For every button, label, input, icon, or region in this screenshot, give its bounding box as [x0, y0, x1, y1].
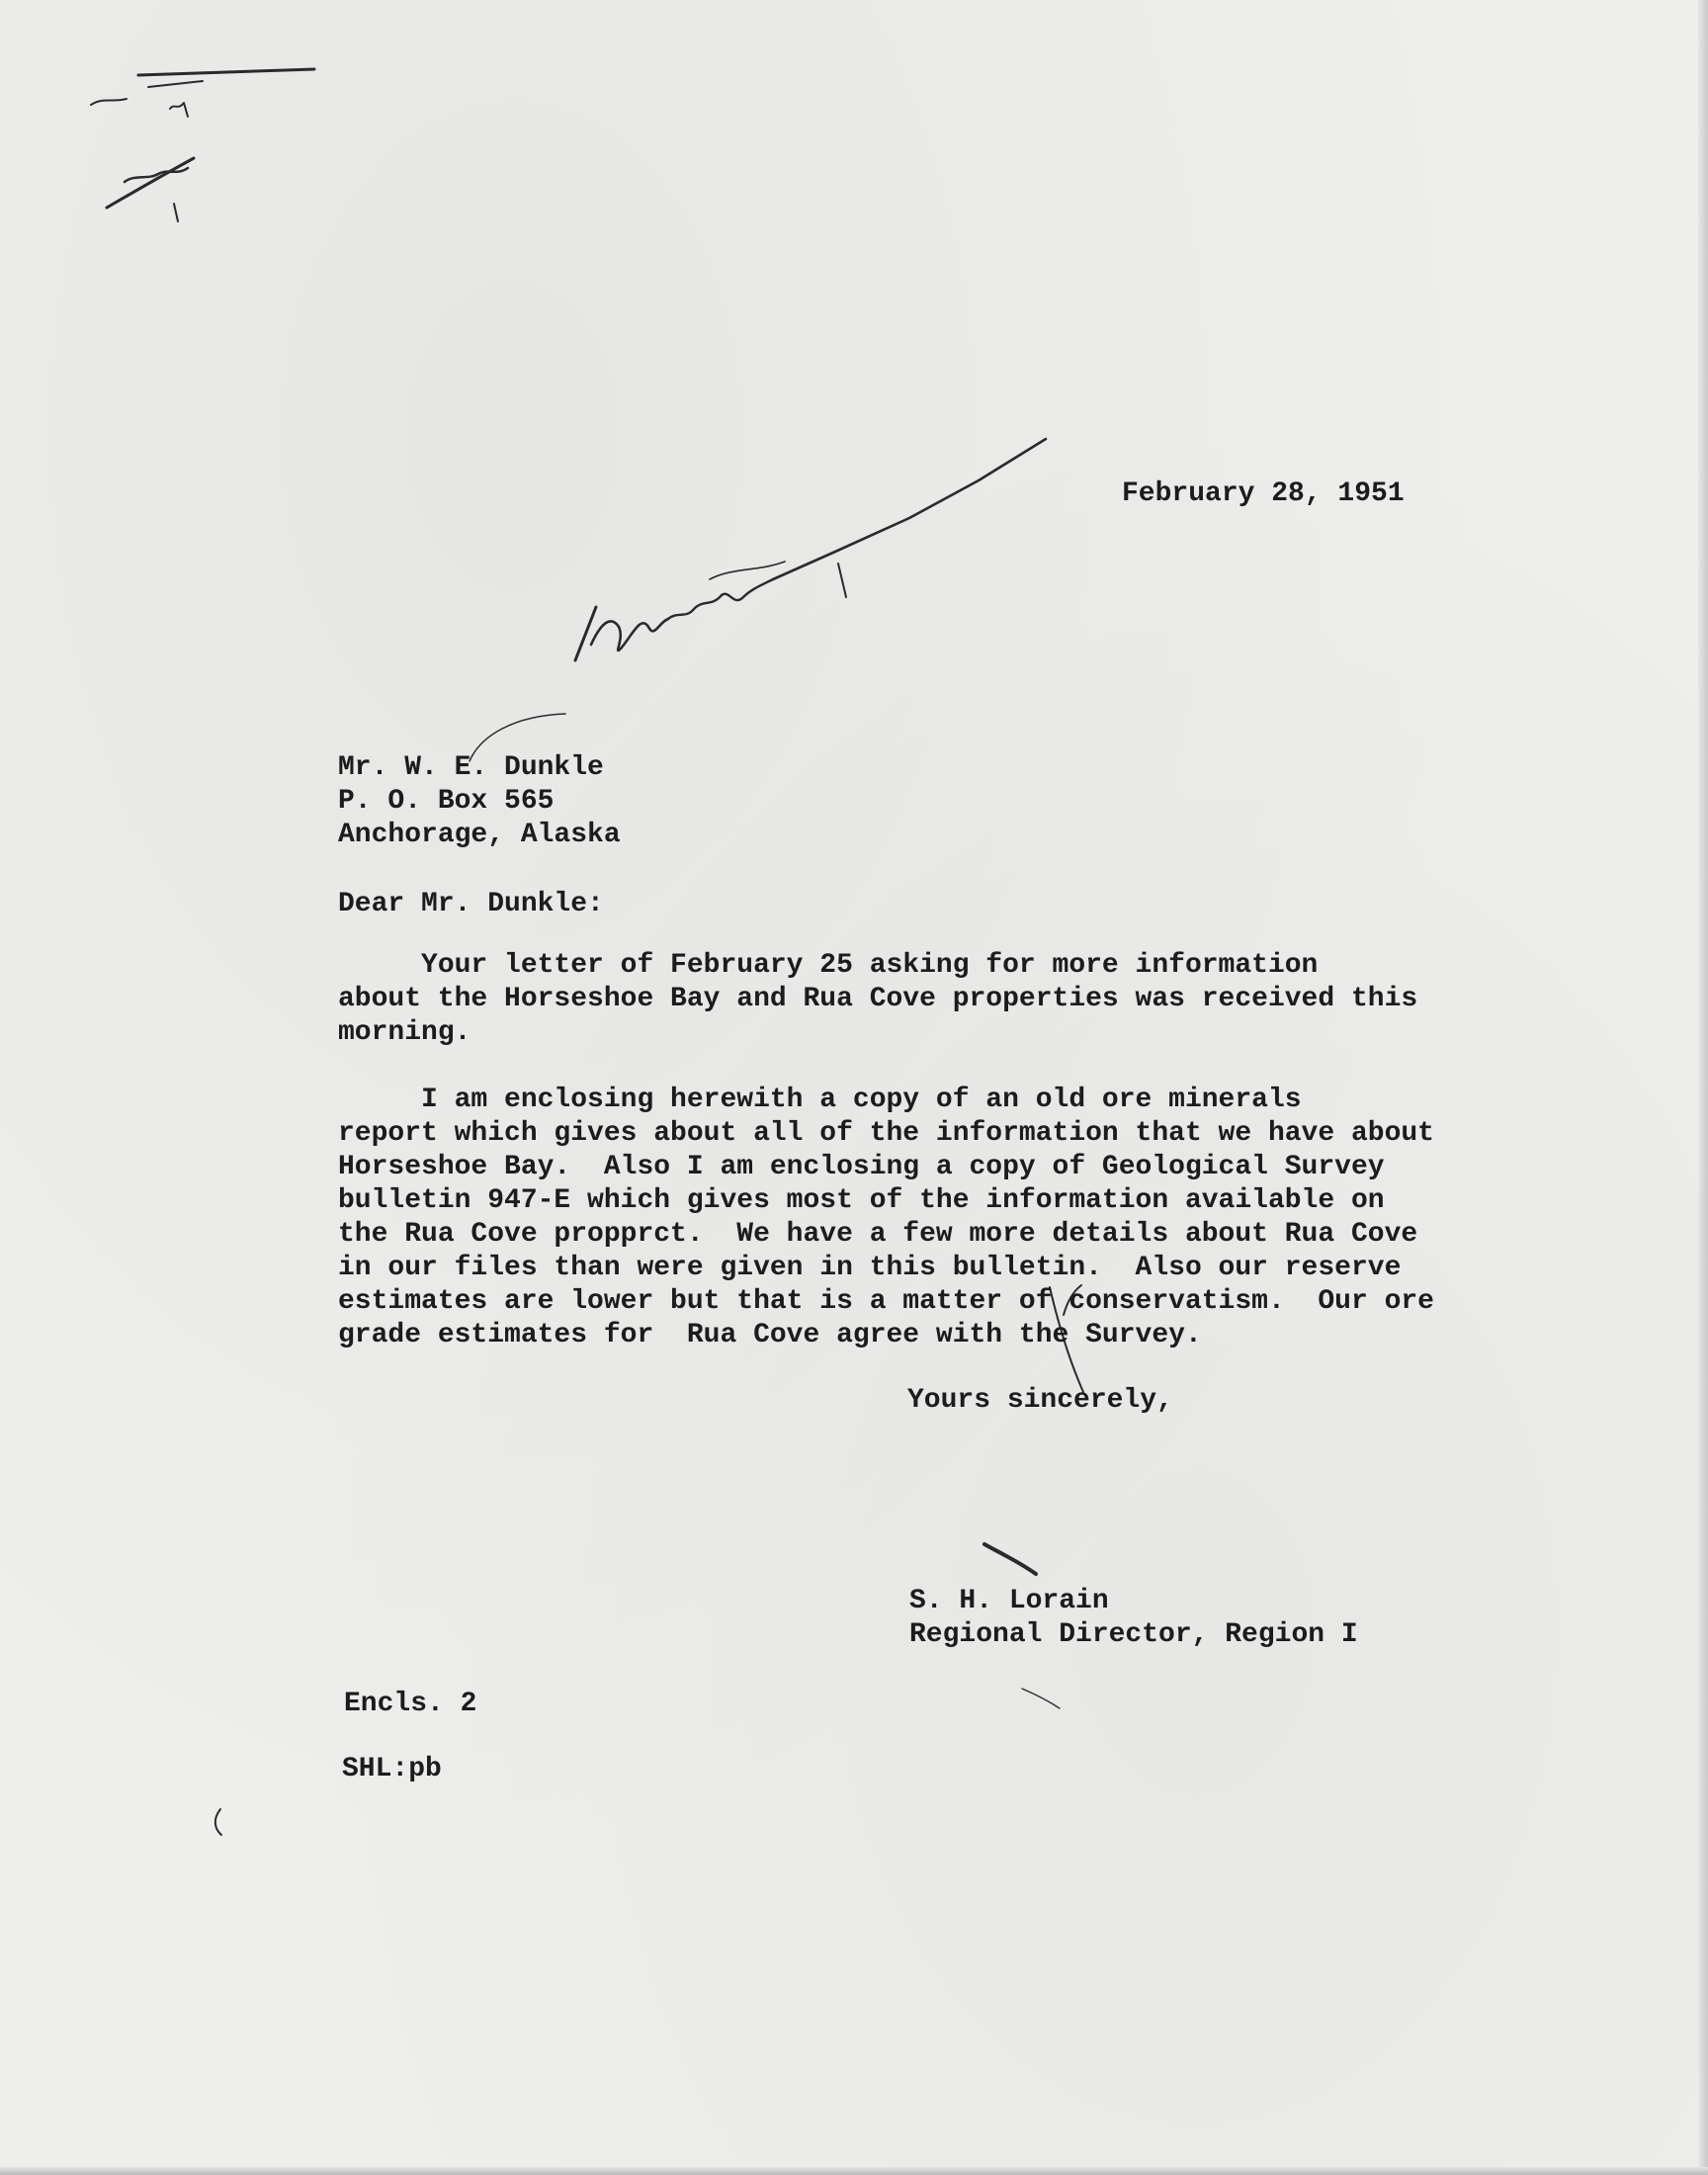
body-line: report which gives about all of the information that we have about	[338, 1118, 1434, 1149]
body-line: morning.	[338, 1017, 471, 1048]
page-edge-shadow	[1698, 0, 1708, 2175]
body-line: I am enclosing herewith a copy of an old ore minerals	[338, 1085, 1302, 1115]
body-line: about the Horseshoe Bay and Rua Cove properties was received this	[338, 984, 1418, 1014]
body-line: Your letter of February 25 asking for more information	[338, 950, 1319, 981]
addressee-block	[338, 751, 621, 852]
page-edge-shadow	[0, 2167, 1708, 2175]
body-line: bulletin 947-E which gives most of the information available on	[338, 1185, 1385, 1216]
enclosures-note: Encls. 2	[344, 1689, 477, 1719]
addressee-name: Mr. W. E. Dunkle	[338, 752, 604, 783]
body-line: grade estimates for Rua Cove agree with the Survey.	[338, 1320, 1202, 1350]
corner-scribble-mark	[91, 69, 314, 221]
body-line: in our files than were given in this bulletin. Also our reserve	[338, 1253, 1402, 1283]
letter-date: February 28, 1951	[1122, 478, 1405, 509]
salutation: Dear Mr. Dunkle:	[338, 889, 604, 919]
signer-name: S. H. Lorain	[909, 1586, 1109, 1616]
complimentary-closing: Yours sincerely,	[907, 1385, 1173, 1416]
body-line: Horseshoe Bay. Also I am enclosing a copy of Geological Survey	[338, 1152, 1385, 1182]
body-paragraph-1	[338, 949, 1417, 1050]
body-line: estimates are lower but that is a matter of conservatism. Our ore	[338, 1286, 1434, 1317]
body-line: the Rua Cove propprct. We have a few more details about Rua Cove	[338, 1219, 1418, 1250]
signer-title: Regional Director, Region I	[909, 1619, 1358, 1650]
addressee-city: Anchorage, Alaska	[338, 820, 621, 850]
handwritten-signature-dash	[984, 1544, 1036, 1574]
margin-pen-mark	[215, 1809, 221, 1835]
addressee-street: P. O. Box 565	[338, 786, 555, 817]
handwritten-annotation-scrawl	[575, 439, 1046, 660]
signature-block	[909, 1585, 1358, 1652]
stray-pen-mark	[1022, 1689, 1060, 1708]
reference-initials: SHL:pb	[342, 1754, 442, 1784]
body-paragraph-2	[338, 1084, 1434, 1352]
